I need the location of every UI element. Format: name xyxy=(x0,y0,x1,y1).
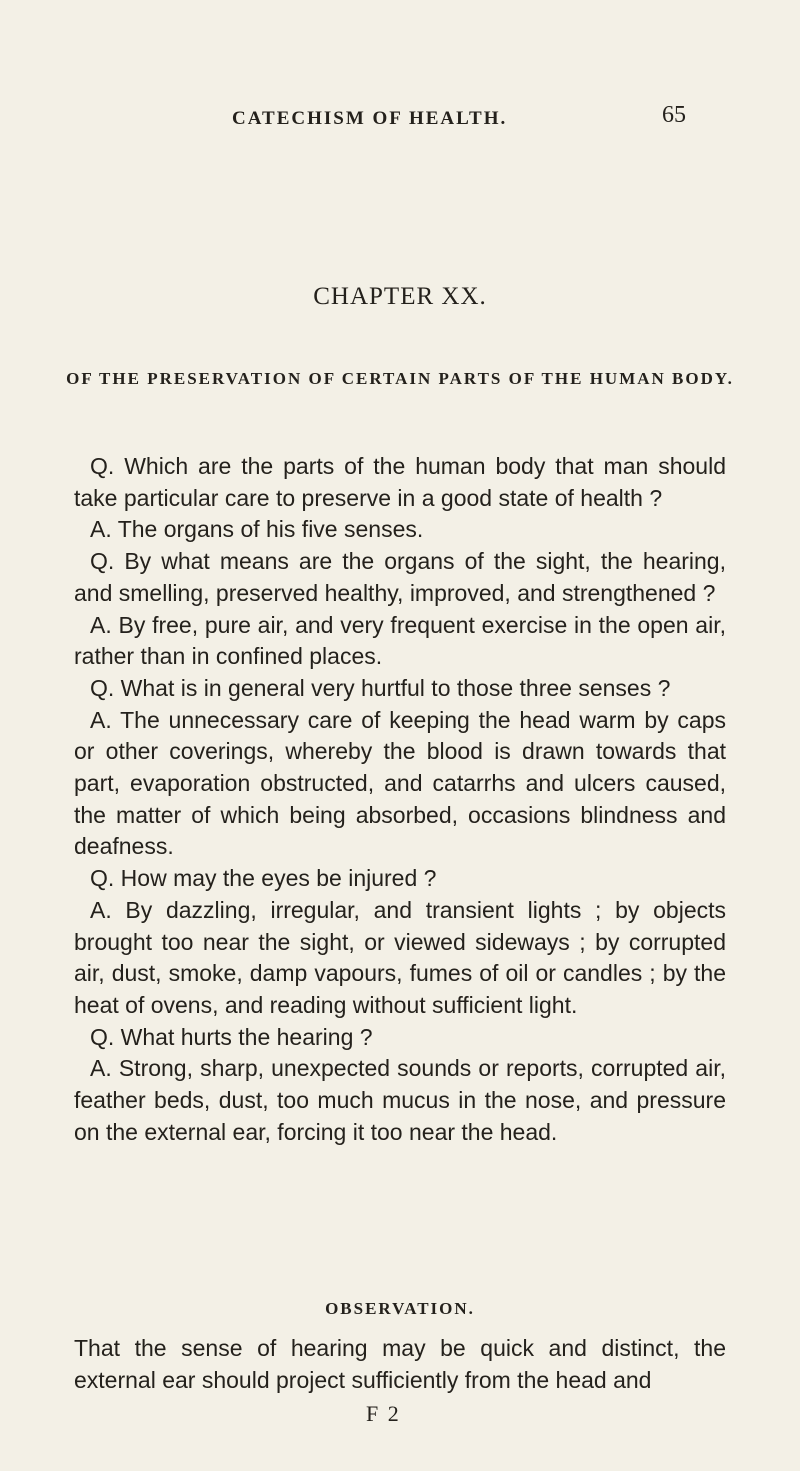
paragraph: A. Strong, sharp, unexpected sounds or reports, corrupted air, feather beds, dust, too much mucus in the nose, and pressure on the external ear, forcing it too near the head. xyxy=(74,1055,726,1145)
catechism-body xyxy=(74,451,726,1148)
paragraph: Q. What is in general very hurtful to those three senses ? xyxy=(90,674,671,701)
paragraph: A. By free, pure air, and very frequent exercise in the open air, rather than in confined places. xyxy=(74,611,726,670)
chapter-subtitle: OF THE PRESERVATION OF CERTAIN PARTS OF THE HUMAN BODY. xyxy=(66,369,734,388)
observation-text xyxy=(74,1333,726,1396)
paragraph: Q. By what means are the organs of the sight, the hearing, and smelling, preserved healthy, improved, and strengthened ? xyxy=(74,548,726,606)
chapter-title: CHAPTER XX. xyxy=(313,283,487,310)
running-head: CATECHISM OF HEALTH. xyxy=(232,108,508,129)
paragraph: Q. How may the eyes be injured ? xyxy=(90,865,437,892)
observation-paragraph: That the sense of hearing may be quick and distinct, the external ear should project sufficiently from the head and xyxy=(74,1335,726,1393)
observation-heading: OBSERVATION. xyxy=(325,1299,475,1318)
page-number: 65 xyxy=(662,102,686,128)
signature-mark: F 2 xyxy=(366,1401,401,1426)
paragraph: A. The unnecessary care of keeping the head warm by caps or other coverings, whereby the blood is drawn towards that part, evaporation obstructed, and catarrhs and ulcers caused, the matter of which being absorbed, occasions blindness and deafness. xyxy=(74,706,726,860)
paragraph: A. By dazzling, irregular, and transient lights ; by objects brought too near the sight, or viewed sideways ; by corrupted air, dust, smoke, damp vapours, fumes of oil or candles ; by the heat of ovens, and reading without sufficient light. xyxy=(74,896,726,1018)
paragraph: Q. What hurts the hearing ? xyxy=(90,1023,373,1050)
paragraph: Q. Which are the parts of the human body that man should take particular care to preserve in a good state of health ? xyxy=(74,453,726,511)
paragraph: A. The organs of his five senses. xyxy=(90,516,424,543)
